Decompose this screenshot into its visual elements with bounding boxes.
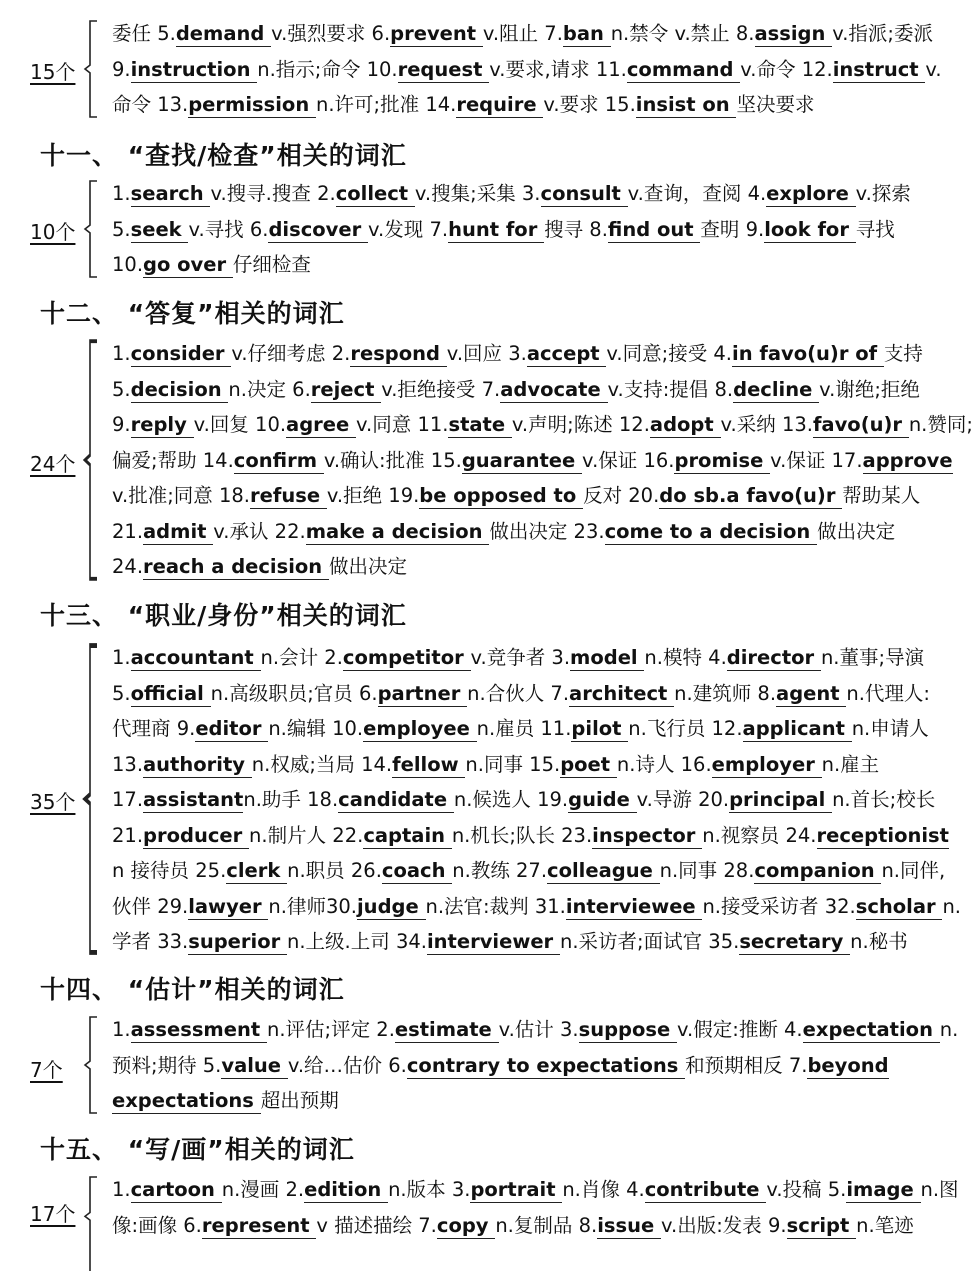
vocab-word: contribute (644, 1178, 767, 1201)
vocab-word: command (626, 57, 741, 81)
vocab-gloss: v.保证 16. (582, 448, 675, 472)
vocab-gloss: v.支持:提倡 8. (607, 377, 734, 401)
vocab-line (112, 478, 930, 514)
vocab-gloss: v.指派;委派 (832, 22, 933, 45)
vocab-word: find out (607, 217, 701, 241)
vocab-word: estimate (394, 1018, 499, 1041)
vocab-gloss: 和预期相反 7. (685, 1053, 808, 1077)
section-heading: 十一、 “查找/检查”相关的词汇 (40, 141, 407, 170)
vocab-gloss: n.高级职员;官员 6. (210, 681, 378, 705)
section-heading: 十五、 “写/画”相关的词汇 (40, 1135, 355, 1164)
vocab-line (112, 1048, 930, 1084)
brace-icon (84, 20, 98, 118)
vocab-word: decision (130, 377, 229, 401)
vocab-gloss: v.发现 7. (368, 217, 449, 241)
vocab-gloss: v.拒绝 19. (326, 484, 420, 507)
vocab-word: insist on (635, 93, 737, 116)
vocab-word: employer (711, 752, 822, 776)
vocab-gloss: v.命令 12. (740, 57, 833, 81)
vocab-word: edition (304, 1178, 389, 1201)
vocab-word: agent (776, 681, 847, 705)
vocab-gloss: n.法官:裁判 31. (425, 894, 566, 918)
vocab-word: director (726, 646, 821, 669)
vocab-gloss: n.董事;导演 (820, 646, 925, 669)
vocab-word: principal (729, 788, 833, 811)
vocab-gloss: v.采纳 13. (720, 413, 813, 436)
vocab-gloss: n 接待员 25. (112, 859, 227, 882)
vocab-gloss: n. (942, 894, 961, 918)
section-count: 10个 (30, 220, 76, 244)
brace-icon (84, 180, 98, 278)
vocab-gloss: 21. (112, 823, 144, 847)
vocab-line (112, 676, 930, 712)
vocab-word: agree (286, 413, 357, 436)
vocab-gloss: n.合伙人 7. (467, 681, 570, 705)
vocab-word: copy (436, 1213, 496, 1237)
vocab-word: colleague (547, 859, 660, 882)
vocab-word: assessment (130, 1018, 267, 1041)
vocab-gloss: v.阻止 7. (482, 22, 563, 45)
vocab-gloss: 做出决定 23. (489, 519, 605, 543)
section-heading: 十三、 “职业/身份”相关的词汇 (40, 601, 407, 630)
vocab-gloss: n.制片人 22. (249, 823, 364, 847)
vocab-gloss: 5. (112, 377, 131, 401)
section-count: 24个 (30, 452, 76, 476)
vocab-line (112, 1208, 930, 1244)
vocab-gloss: v.假定:推断 4. (677, 1018, 803, 1041)
section-lines (112, 1172, 959, 1243)
vocab-gloss: n.赞同; (908, 413, 973, 436)
vocab-gloss: v. (925, 57, 942, 81)
vocab-gloss: v.同意;接受 4. (606, 342, 733, 365)
vocab-gloss: 1. (112, 646, 131, 669)
vocab-gloss: n.职员 26. (287, 859, 382, 882)
vocab-gloss: v.同意 11. (356, 413, 449, 436)
vocab-line (112, 52, 942, 88)
vocab-gloss: v.仔细考虑 2. (231, 342, 351, 365)
vocab-word: permission (188, 93, 316, 116)
vocab-word: consult (540, 182, 628, 205)
vocab-word: portrait (470, 1178, 563, 1201)
section-lines (112, 336, 973, 585)
vocab-line (112, 16, 933, 52)
vocab-gloss: 偏爱;帮助 14. (112, 448, 234, 472)
vocab-gloss: v.估计 3. (498, 1018, 579, 1041)
vocab-word: prevent (390, 22, 483, 45)
vocab-gloss: 17. (112, 788, 144, 811)
vocab-gloss: n.许可;批准 14. (316, 93, 457, 116)
vocab-word: guarantee (461, 448, 583, 472)
vocab-word: beyond (807, 1053, 889, 1077)
vocab-gloss: 伙伴 29. (112, 894, 189, 918)
vocab-gloss: 预料;期待 5. (112, 1053, 222, 1077)
vocab-word: receptionist (816, 823, 949, 847)
vocab-gloss: n.复制品 8. (495, 1213, 598, 1237)
vocab-gloss: n.上级.上司 34. (287, 930, 427, 953)
vocab-word: look for (764, 217, 856, 241)
vocab-line (112, 336, 930, 372)
vocab-word: adopt (649, 413, 721, 436)
vocab-word: guide (568, 788, 637, 811)
vocab-gloss: 超出预期 (260, 1089, 339, 1112)
vocab-gloss: v.要求,请求 11. (489, 57, 627, 81)
vocab-word: superior (188, 930, 287, 953)
vocab-gloss: 反对 20. (583, 484, 660, 507)
vocab-line (112, 407, 973, 443)
vocab-line (112, 372, 930, 408)
vocab-word: judge (357, 894, 426, 918)
vocab-gloss: n.评估;评定 2. (266, 1018, 395, 1041)
vocab-gloss: 查明 9. (700, 217, 765, 241)
vocab-gloss: v.出版:发表 9. (660, 1213, 787, 1237)
vocab-line (112, 1012, 959, 1048)
vocab-line (112, 640, 930, 676)
vocab-gloss: v.给…估价 6. (287, 1053, 407, 1077)
vocab-gloss: n.建筑师 8. (674, 681, 777, 705)
vocab-gloss: n.同事 15. (465, 752, 561, 776)
vocab-word: search (130, 182, 211, 205)
vocab-gloss: n.雇主 (821, 752, 880, 776)
vocab-gloss: v.确认:批准 15. (323, 448, 462, 472)
vocab-gloss: n.图 (920, 1178, 959, 1201)
vocab-word: admit (143, 519, 214, 543)
vocab-gloss: n.禁令 v.禁止 8. (610, 22, 755, 45)
vocab-word: seek (130, 217, 189, 241)
vocab-gloss: n.机长;队长 23. (451, 823, 593, 847)
vocab-word: come to a decision (604, 519, 818, 543)
vocab-word: approve (862, 448, 953, 472)
vocab-word: competitor (342, 646, 471, 669)
vocab-word: authority (143, 752, 252, 776)
vocab-gloss: v.探索 (855, 182, 911, 205)
vocab-word: expectation (802, 1018, 940, 1041)
vocab-word: partner (377, 681, 468, 705)
vocab-gloss: v.批准;同意 18. (112, 484, 251, 507)
vocab-word: instruction (130, 57, 258, 81)
section-heading: 十四、 “估计”相关的词汇 (40, 975, 345, 1004)
vocab-word: producer (143, 823, 250, 847)
vocab-word: demand (175, 22, 272, 45)
vocab-gloss: n.接受采访者 32. (702, 894, 856, 918)
vocab-word: make a decision (305, 519, 490, 543)
vocab-word: pilot (571, 717, 629, 740)
vocab-word: hunt for (448, 217, 545, 241)
section-lines (112, 1012, 959, 1119)
vocab-word: candidate (338, 788, 454, 811)
vocab-gloss: n.会计 2. (260, 646, 343, 669)
vocab-gloss: 仔细检查 (232, 253, 311, 276)
vocab-word: script (786, 1213, 857, 1237)
vocab-gloss: v.承认 22. (213, 519, 306, 543)
vocab-gloss: 1. (112, 1178, 131, 1201)
vocab-gloss: v.搜寻.搜查 2. (210, 182, 336, 205)
vocab-word: assign (754, 22, 833, 45)
vocab-word: collect (335, 182, 415, 205)
vocab-word: coach (381, 859, 453, 882)
brace-icon (84, 1176, 98, 1272)
vocab-word: request (397, 57, 490, 81)
vocab-gloss: 1. (112, 1018, 131, 1041)
vocab-gloss: 做出决定 (328, 555, 407, 578)
vocab-word: official (130, 681, 211, 705)
vocab-gloss: 搜寻 8. (544, 217, 608, 241)
vocab-gloss: n.律师30. (268, 894, 357, 918)
vocab-word: clerk (226, 859, 288, 882)
vocab-word: assistant (143, 788, 244, 811)
vocab-gloss: v.搜集;采集 3. (414, 182, 541, 205)
vocab-word: model (570, 646, 645, 669)
section-lines (112, 640, 961, 960)
vocab-gloss: n.权威;当局 14. (251, 752, 393, 776)
vocab-line (112, 212, 930, 248)
vocab-word: accept (526, 342, 607, 365)
vocab-word: scholar (855, 894, 943, 918)
vocab-gloss: v.回复 10. (193, 413, 287, 436)
section-count: 35个 (30, 790, 76, 814)
vocab-word: editor (195, 717, 269, 740)
vocab-gloss: v.投稿 5. (766, 1178, 847, 1201)
vocab-gloss: 13. (112, 752, 144, 776)
vocab-gloss: n.飞行员 12. (628, 717, 743, 740)
vocab-gloss: 支持 (883, 342, 923, 365)
vocab-gloss: n.雇员 11. (476, 717, 572, 740)
vocab-gloss: n.采访者;面试官 35. (559, 930, 740, 953)
vocab-gloss: 做出决定 (817, 519, 896, 543)
vocab-word: refuse (250, 484, 327, 507)
vocab-gloss: n.候选人 19. (453, 788, 569, 811)
vocab-word: confirm (233, 448, 324, 472)
vocab-gloss: v.回应 3. (446, 342, 527, 365)
vocab-line (112, 711, 930, 747)
vocab-line (112, 782, 936, 818)
vocab-gloss: n.决定 6. (228, 377, 311, 401)
vocab-gloss: n. (939, 1018, 959, 1041)
vocab-word: suppose (578, 1018, 678, 1041)
section-lines (112, 16, 942, 123)
vocab-word: interviewer (426, 930, 560, 953)
section-count: 15个 (30, 60, 76, 84)
vocab-word: inspector (592, 823, 703, 847)
vocab-gloss: 10. (112, 253, 144, 276)
vocab-word: discover (268, 217, 369, 241)
vocab-word: reject (310, 377, 382, 401)
section-heading: 十二、 “答复”相关的词汇 (40, 299, 345, 328)
section-count: 17个 (30, 1202, 76, 1226)
vocab-word: contrary to expectations (406, 1053, 686, 1077)
vocab-word: respond (350, 342, 447, 365)
vocab-gloss: 21. (112, 519, 144, 543)
vocab-word: state (448, 413, 512, 436)
vocab-line (112, 247, 930, 283)
vocab-line (112, 889, 961, 925)
vocab-gloss: v.拒绝接受 7. (381, 377, 501, 401)
vocab-word: secretary (739, 930, 851, 953)
vocab-gloss: 委任 5. (112, 22, 176, 45)
vocab-word: consider (130, 342, 232, 365)
vocab-word: favo(u)r (812, 413, 909, 436)
vocab-word: employee (363, 717, 477, 740)
vocab-line (112, 176, 930, 212)
vocab-word: image (846, 1178, 921, 1201)
vocab-word: cartoon (130, 1178, 222, 1201)
vocab-gloss: v.查询，查阅 4. (627, 182, 767, 205)
vocab-gloss: v.保证 17. (770, 448, 863, 472)
vocab-gloss: v.谢绝;拒绝 (819, 377, 920, 401)
vocab-gloss: 帮助某人 (842, 484, 921, 507)
vocab-word: expectations (112, 1089, 261, 1112)
vocab-gloss: n.同伴, (881, 859, 946, 882)
section-count: 7个 (30, 1058, 63, 1082)
vocab-word: in favo(u)r of (732, 342, 884, 365)
vocab-word: decline (733, 377, 820, 401)
vocab-gloss: 像:画像 6. (112, 1213, 202, 1237)
vocab-gloss: n.助手 18. (243, 788, 339, 811)
vocab-line (112, 514, 930, 550)
vocab-gloss: 24. (112, 555, 144, 578)
vocab-line (112, 443, 953, 479)
vocab-gloss: n.教练 27. (452, 859, 548, 882)
section-lines (112, 176, 930, 283)
vocab-word: instruct (832, 57, 926, 81)
vocab-gloss: 9. (112, 413, 131, 436)
vocab-line (112, 549, 930, 585)
vocab-gloss: 1. (112, 182, 131, 205)
vocab-gloss: n.漫画 2. (221, 1178, 305, 1201)
vocab-gloss: v.声明;陈述 12. (511, 413, 650, 436)
vocab-gloss: n.视察员 24. (702, 823, 817, 847)
vocab-gloss: v.要求 15. (543, 93, 636, 116)
vocab-gloss: 5. (112, 681, 131, 705)
vocab-gloss: 代理商 9. (112, 717, 196, 740)
vocab-gloss: 学者 33. (112, 930, 189, 953)
vocab-word: companion (754, 859, 882, 882)
brace-icon (84, 644, 98, 954)
vocab-gloss: 坚决要求 (736, 93, 815, 116)
brace-icon (84, 1016, 98, 1114)
vocab-word: reply (130, 413, 194, 436)
vocab-word: poet (560, 752, 617, 776)
vocab-gloss: 命令 13. (112, 93, 189, 116)
vocab-gloss: n.模特 4. (644, 646, 727, 669)
vocab-gloss: v.导游 20. (636, 788, 730, 811)
vocab-word: fellow (392, 752, 466, 776)
vocab-word: interviewee (565, 894, 703, 918)
vocab-word: explore (766, 182, 856, 205)
vocab-line (112, 924, 930, 960)
vocab-word: issue (597, 1213, 661, 1237)
vocab-gloss: n.同事 28. (659, 859, 755, 882)
vocab-line (112, 747, 930, 783)
vocab-gloss: n.编辑 10. (268, 717, 364, 740)
vocab-line (112, 853, 946, 889)
vocab-gloss: n.指示;命令 10. (257, 57, 398, 81)
vocab-word: architect (569, 681, 675, 705)
vocab-gloss: n.首长;校长 (832, 788, 936, 811)
vocab-word: accountant (130, 646, 261, 669)
vocab-gloss: n.诗人 16. (616, 752, 712, 776)
vocab-line (112, 818, 949, 854)
vocab-word: require (456, 93, 544, 116)
vocab-word: applicant (742, 717, 852, 740)
vocab-gloss: n.笔迹 (856, 1213, 914, 1237)
vocab-gloss: 寻找 (855, 217, 895, 241)
vocab-word: represent (201, 1213, 317, 1237)
vocab-gloss: n.申请人 (851, 717, 929, 740)
vocab-word: do sb.a favo(u)r (659, 484, 843, 507)
vocab-gloss: 1. (112, 342, 131, 365)
vocab-gloss: 9. (112, 57, 131, 81)
vocab-gloss: v.竞争者 3. (470, 646, 571, 669)
vocab-word: captain (363, 823, 452, 847)
vocab-word: advocate (500, 377, 608, 401)
vocab-word: go over (143, 253, 233, 276)
vocab-gloss: n.版本 3. (388, 1178, 471, 1201)
vocab-gloss: n.肖像 4. (562, 1178, 645, 1201)
vocab-gloss: v 描述描绘 7. (316, 1213, 437, 1237)
vocab-gloss: v.强烈要求 6. (271, 22, 391, 45)
vocab-line (112, 87, 930, 123)
vocab-word: promise (674, 448, 771, 472)
vocab-word: ban (562, 22, 611, 45)
vocab-gloss: v.寻找 6. (188, 217, 269, 241)
vocab-word: be opposed to (419, 484, 584, 507)
vocab-gloss: n.秘书 (850, 930, 908, 953)
vocab-line (112, 1172, 959, 1208)
brace-icon (84, 340, 98, 580)
vocab-gloss: n.代理人: (846, 681, 931, 705)
vocab-word: lawyer (188, 894, 269, 918)
vocab-line (112, 1083, 930, 1119)
vocab-gloss: 5. (112, 217, 131, 241)
vocab-word: reach a decision (143, 555, 329, 578)
vocab-word: value (221, 1053, 288, 1077)
